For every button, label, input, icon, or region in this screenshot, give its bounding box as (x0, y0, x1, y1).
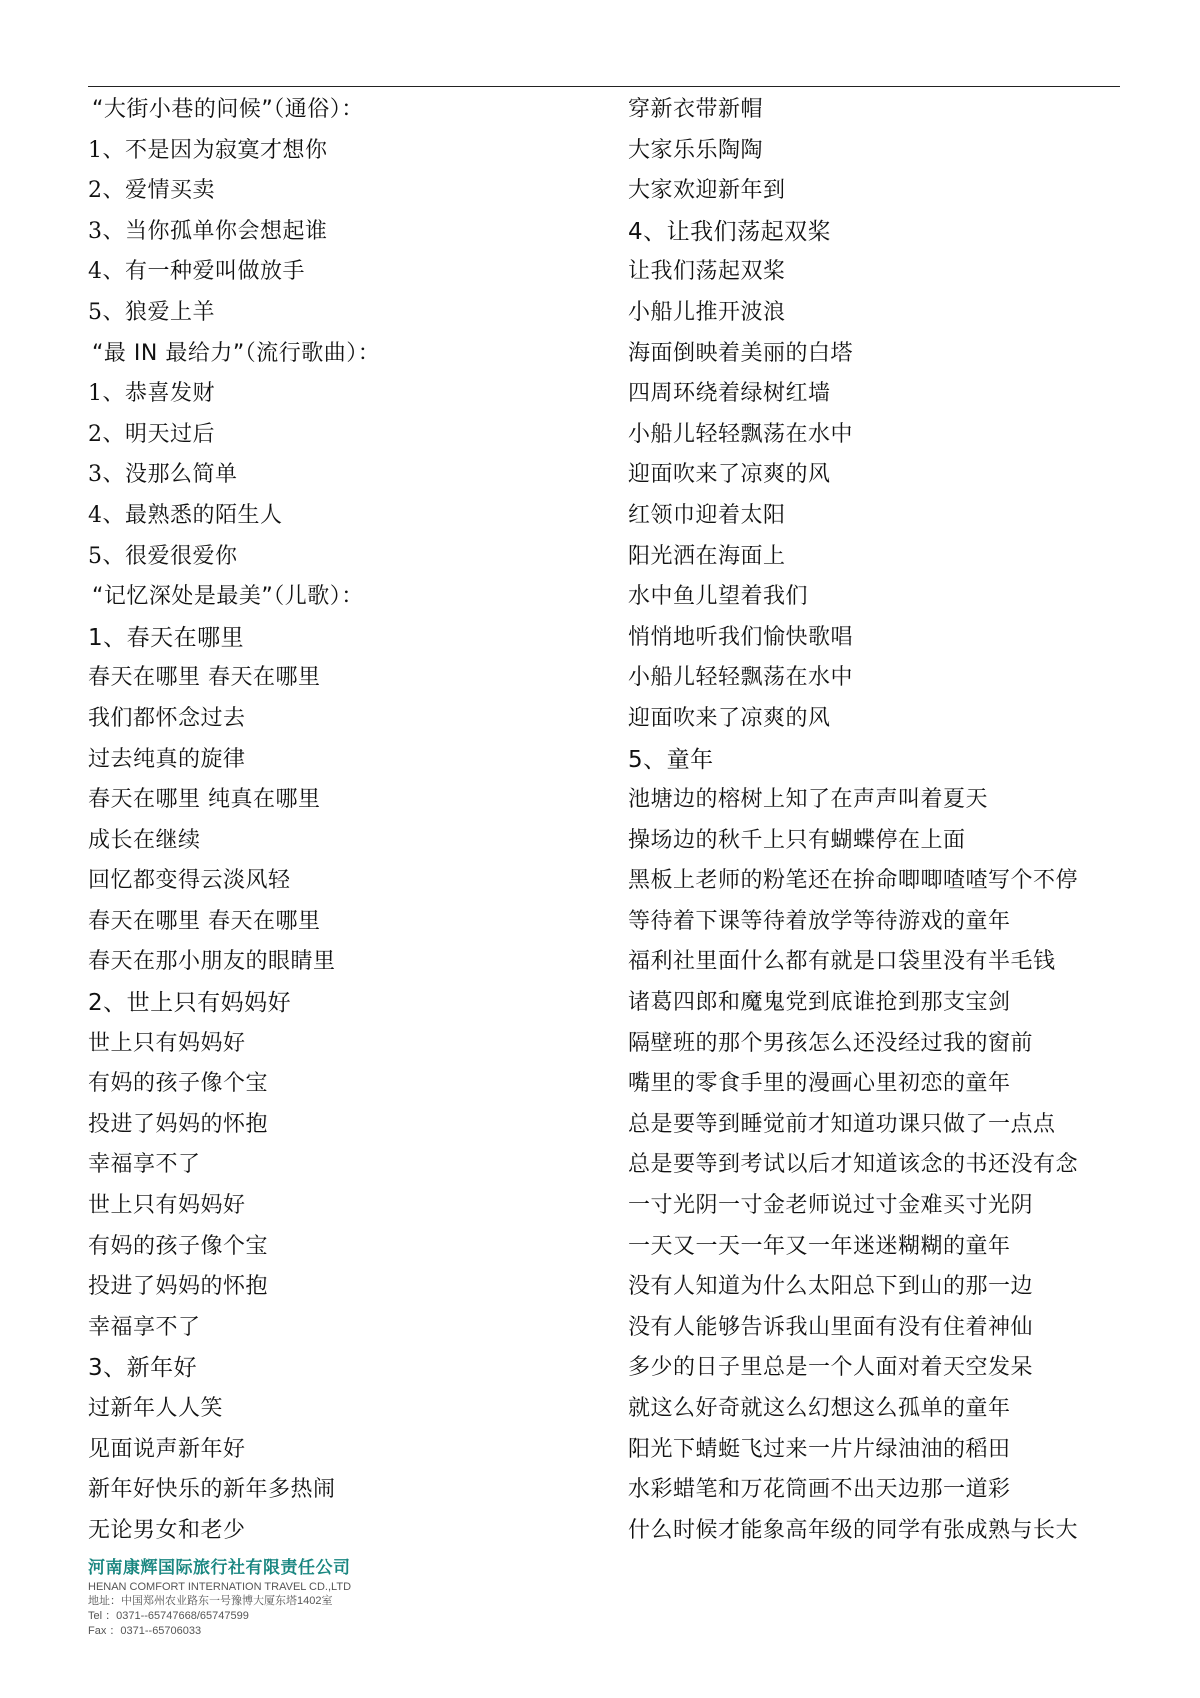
text-line: 操场边的秋千上只有蝴蝶停在上面 (628, 827, 966, 853)
text-line: 有妈的孩子像个宝 (88, 1233, 269, 1259)
section-heading: “大街小巷的问候”（通俗）： (92, 97, 364, 122)
text-line: 诸葛四郎和魔鬼党到底谁抢到那支宝剑 (628, 990, 1011, 1016)
text-line: 一寸光阴一寸金老师说过寸金难买寸光阴 (628, 1193, 1034, 1219)
text-line: 成长在继续 (88, 827, 201, 853)
song-title: 3、新年好 (88, 1355, 198, 1382)
text-line: 回忆都变得云淡风轻 (88, 868, 291, 894)
text-line: 2、爱情买卖 (88, 178, 215, 204)
text-line: 水中鱼儿望着我们 (628, 584, 809, 610)
text-line: 黑板上老师的粉笔还在拚命唧唧喳喳写个不停 (628, 868, 1079, 894)
company-name-cn: 河南康辉国际旅行社有限责任公司 (88, 1558, 351, 1578)
company-fax: Fax ：0371--65706033 (88, 1625, 202, 1637)
song-title: 4、让我们荡起双桨 (628, 218, 832, 245)
text-line: 投进了妈妈的怀抱 (88, 1274, 269, 1300)
text-line: 小船儿推开波浪 (628, 299, 786, 325)
text-line: 幸福享不了 (88, 1152, 201, 1178)
text-line: 幸福享不了 (88, 1314, 201, 1340)
text-line: 春天在那小朋友的眼睛里 (88, 949, 336, 975)
text-line: 福利社里面什么都有就是口袋里没有半毛钱 (628, 949, 1056, 975)
text-line: 我们都怀念过去 (88, 705, 246, 731)
text-line: 3、没那么简单 (88, 462, 238, 488)
text-line: 迎面吹来了凉爽的风 (628, 462, 831, 488)
text-line: 就这么好奇就这么幻想这么孤单的童年 (628, 1396, 1011, 1421)
text-line: 小船儿轻轻飘荡在水中 (628, 665, 854, 691)
text-line: 世上只有妈妈好 (88, 1030, 246, 1056)
text-line: 阳光洒在海面上 (628, 543, 786, 569)
company-tel: Tel ：0371--65747668/65747599 (88, 1610, 249, 1622)
section-heading: “记忆深处是最美”（儿歌）： (92, 584, 364, 610)
text-line: 一天又一天一年又一年迷迷糊糊的童年 (628, 1233, 1011, 1259)
song-title: 2、世上只有妈妈好 (88, 990, 292, 1017)
text-line: 无论男女和老少 (88, 1517, 246, 1543)
text-line: 1、不是因为寂寞才想你 (88, 137, 328, 163)
text-line: 5、狼爱上羊 (88, 299, 215, 325)
song-title: 1、春天在哪里 (88, 624, 245, 651)
text-line: 投进了妈妈的怀抱 (88, 1111, 269, 1137)
text-line: 新年好快乐的新年多热闹 (88, 1477, 336, 1503)
text-line: 大家欢迎新年到 (628, 178, 786, 204)
company-address: 地址：中国郑州农业路东一号豫博大厦东塔1402室 (88, 1595, 333, 1607)
text-line: 悄悄地听我们愉快歌唱 (628, 624, 854, 650)
text-line: 池塘边的榕树上知了在声声叫着夏天 (628, 787, 989, 813)
text-line: 什么时候才能象高年级的同学有张成熟与长大 (628, 1517, 1079, 1543)
text-line: 春天在哪里 纯真在哪里 (88, 787, 321, 813)
text-line: 穿新衣带新帽 (628, 97, 764, 122)
left-column (88, 90, 608, 1551)
company-name-en: HENAN COMFORT INTERNATION TRAVEL CD.,LTD (88, 1581, 352, 1593)
text-line: 大家乐乐陶陶 (628, 137, 764, 163)
text-line: 阳光下蜻蜓飞过来一片片绿油油的稻田 (628, 1436, 1011, 1462)
text-line: 5、很爱很爱你 (88, 543, 238, 569)
text-line: 总是要等到睡觉前才知道功课只做了一点点 (628, 1111, 1056, 1137)
top-rule (88, 86, 1120, 87)
text-line: 让我们荡起双桨 (628, 259, 786, 285)
text-line: 春天在哪里 春天在哪里 (88, 908, 321, 934)
right-column (628, 90, 1128, 1551)
text-line: 多少的日子里总是一个人面对着天空发呆 (628, 1355, 1034, 1381)
text-line: 总是要等到考试以后才知道该念的书还没有念 (628, 1152, 1079, 1178)
text-line: 2、明天过后 (88, 421, 215, 447)
text-line: 四周环绕着绿树红墙 (628, 381, 831, 407)
text-line: 1、恭喜发财 (88, 381, 215, 407)
text-line: 见面说声新年好 (88, 1436, 246, 1462)
text-line: 迎面吹来了凉爽的风 (628, 705, 831, 731)
text-line: 小船儿轻轻飘荡在水中 (628, 421, 854, 447)
text-line: 4、有一种爱叫做放手 (88, 259, 305, 285)
text-line: 3、当你孤单你会想起谁 (88, 218, 328, 244)
text-line: 水彩蜡笔和万花筒画不出天边那一道彩 (628, 1477, 1011, 1503)
text-line: 红领巾迎着太阳 (628, 502, 786, 528)
text-line: 过去纯真的旋律 (88, 746, 246, 772)
text-line: 隔壁班的那个男孩怎么还没经过我的窗前 (628, 1030, 1034, 1056)
text-line: 海面倒映着美丽的白塔 (628, 340, 854, 366)
text-line: 世上只有妈妈好 (88, 1193, 246, 1219)
text-line: 没有人知道为什么太阳总下到山的那一边 (628, 1274, 1034, 1300)
company-footer (88, 1556, 488, 1639)
text-line: 有妈的孩子像个宝 (88, 1071, 269, 1097)
text-line: 等待着下课等待着放学等待游戏的童年 (628, 908, 1011, 934)
text-line: 没有人能够告诉我山里面有没有住着神仙 (628, 1314, 1034, 1340)
text-line: 过新年人人笑 (88, 1396, 224, 1421)
text-line: 嘴里的零食手里的漫画心里初恋的童年 (628, 1071, 1011, 1097)
text-line: 春天在哪里 春天在哪里 (88, 665, 321, 691)
song-title: 5、童年 (628, 746, 714, 773)
text-line: 4、最熟悉的陌生人 (88, 502, 283, 528)
section-heading: “最 IN 最给力”（流行歌曲）： (92, 340, 381, 366)
